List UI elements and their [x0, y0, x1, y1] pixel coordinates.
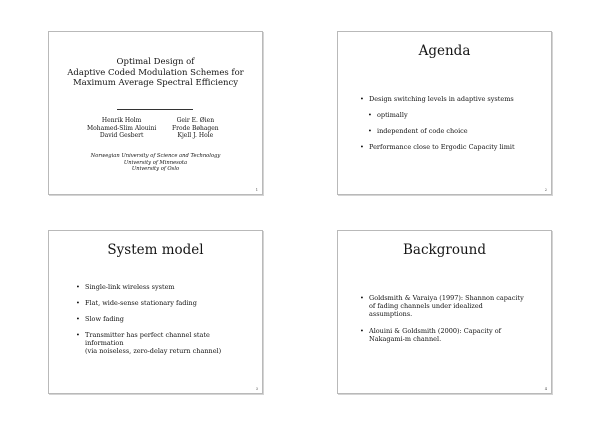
title-divider — [117, 109, 193, 110]
bullet-item: • Design switching levels in adaptive systems — [360, 95, 545, 103]
bullet-text: (via noiseless, zero-delay return channel) — [85, 347, 222, 355]
author-name: Henrik Holm — [101, 117, 142, 124]
bullet-item — [76, 331, 256, 355]
bullet-text: Nakagami-m channel. — [369, 335, 442, 343]
author-name: Kjell J. Hole — [177, 132, 214, 139]
bullet-item — [76, 283, 256, 291]
bullet-list — [76, 283, 256, 355]
slide-title — [49, 57, 262, 89]
affiliations — [49, 153, 262, 173]
author-name: Mohamed-Slim Alouini — [87, 124, 157, 132]
bullet-text: • Transmitter has perfect channel state — [85, 331, 210, 339]
bullet-text: Flat, wide-sense stationary fading — [85, 299, 197, 307]
slide-4 — [337, 230, 552, 394]
bullet-text: • Goldsmith & Varaiya (1997): Shannon capacity — [369, 294, 524, 302]
authors-left — [87, 117, 156, 140]
bullet-text: information — [85, 339, 124, 347]
slide-title: Agenda — [418, 43, 471, 59]
author-name: Geir E. Øien — [176, 117, 215, 124]
affiliation: University of Oslo — [131, 166, 180, 173]
page-number: 2 — [544, 188, 547, 192]
bullet-item: • Performance close to Ergodic Capacity limit — [360, 143, 545, 151]
bullet-text: Single-link wireless system — [85, 283, 175, 291]
page-number: 4 — [544, 387, 547, 391]
bullet-item — [76, 315, 256, 323]
bullet-text: • Alouini & Goldsmith (2000): Capacity of — [369, 327, 502, 335]
slide-3 — [48, 230, 263, 394]
slide-1 — [48, 31, 263, 195]
bullet-list — [360, 294, 545, 343]
bullet-text: of fading channels under idealized — [369, 302, 483, 310]
bullet-text: assumptions. — [369, 310, 413, 318]
bullet-item — [360, 327, 545, 343]
title-line: Optimal Design of — [116, 57, 195, 67]
title-line: Adaptive Coded Modulation Schemes for — [67, 67, 244, 78]
bullet-text: Slow fading — [85, 315, 124, 323]
sub-bullet-item: • optimally — [360, 111, 545, 119]
slide-2 — [337, 31, 552, 195]
authors-right — [172, 117, 219, 140]
affiliation: Norwegian University of Science and Technology — [90, 153, 221, 159]
slide-title: Background — [403, 242, 486, 258]
page-number: 3 — [255, 387, 258, 391]
bullet-item — [76, 299, 256, 307]
title-line: Maximum Average Spectral Efficiency — [72, 78, 239, 88]
sub-bullet-item: • independent of code choice — [360, 127, 545, 135]
author-name: Frode Bøhagen — [172, 124, 219, 132]
slide-title: System model — [107, 242, 204, 258]
author-name: David Gesbert — [99, 132, 144, 139]
bullet-item — [360, 294, 545, 318]
affiliation: University of Minnesota — [123, 159, 188, 166]
bullet-list — [360, 95, 545, 151]
page-number: 1 — [255, 188, 258, 192]
